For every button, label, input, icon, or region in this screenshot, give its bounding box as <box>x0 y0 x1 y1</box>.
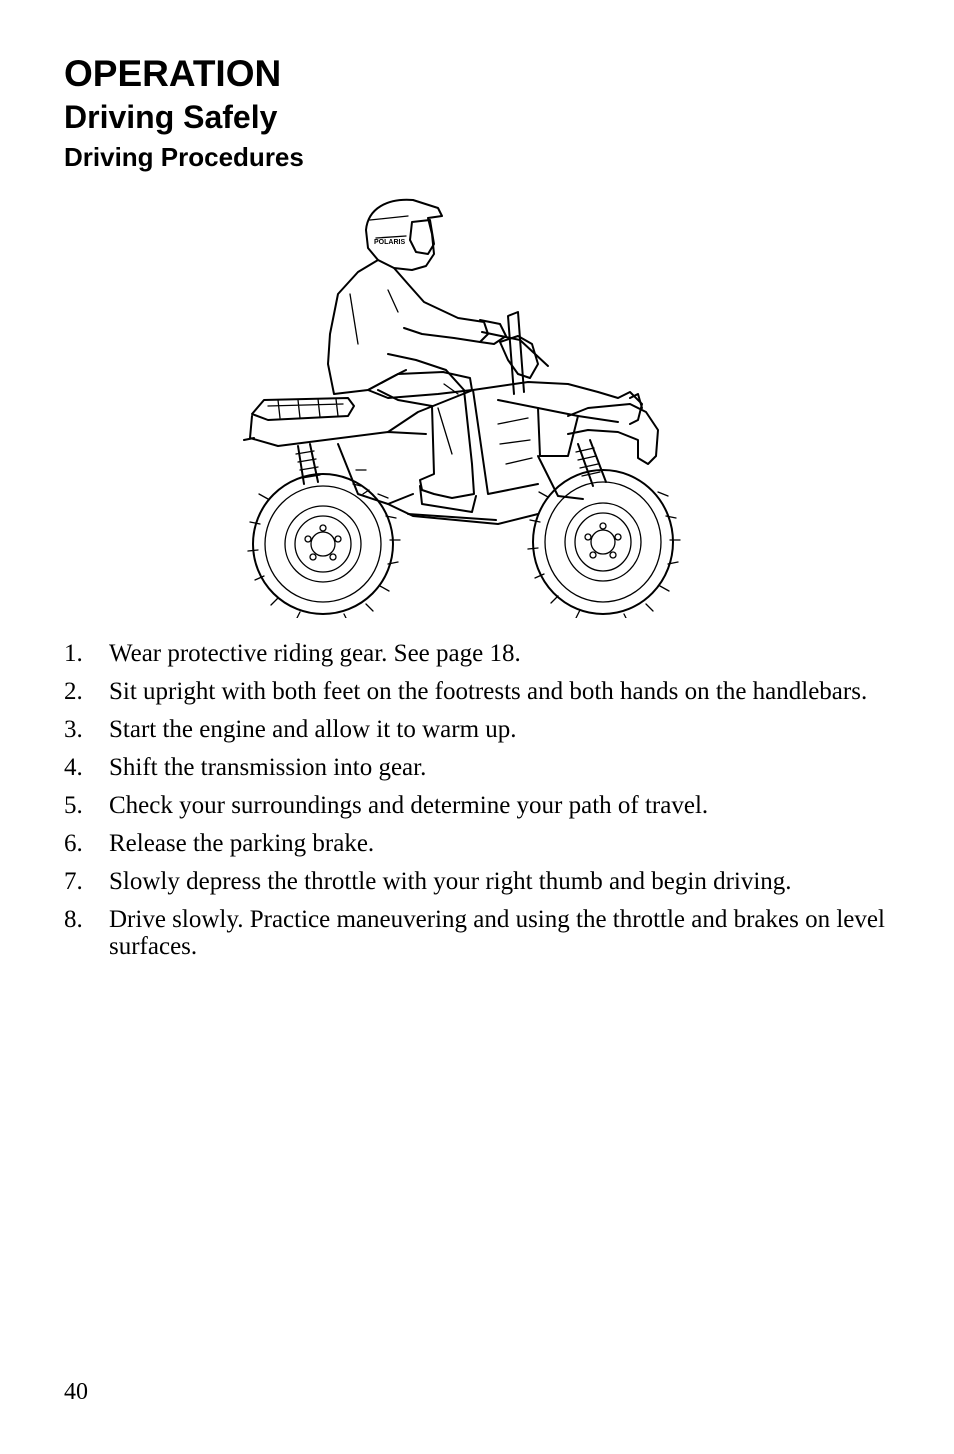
front-wheel <box>528 470 680 618</box>
list-item <box>64 678 894 705</box>
list-item <box>64 906 894 960</box>
step-text: Release the parking brake. <box>109 830 375 857</box>
step-number: 3. <box>64 716 83 743</box>
step-text: Start the engine and allow it to warm up. <box>109 716 517 743</box>
procedure-steps <box>64 640 894 971</box>
list-item <box>64 716 894 743</box>
step-number: 8. <box>64 906 83 933</box>
subsection-title: Driving Procedures <box>64 142 304 172</box>
rear-wheel <box>248 474 400 618</box>
step-text: Sit upright with both feet on the footrests and both hands on the handlebars. <box>109 678 868 705</box>
step-number: 1. <box>64 640 83 667</box>
step-text: Slowly depress the throttle with your right thumb and begin driving. <box>109 868 792 895</box>
step-number: 6. <box>64 830 83 857</box>
page-number: 40 <box>64 1379 88 1405</box>
atv-rider-drawing <box>238 194 684 618</box>
helmet-brand-text: POLARIS <box>374 239 406 246</box>
list-item <box>64 792 894 819</box>
list-item <box>64 868 894 895</box>
step-text: Wear protective riding gear. See page 18. <box>109 640 521 667</box>
step-text: Check your surroundings and determine your path of travel. <box>109 792 709 819</box>
list-item <box>64 754 894 781</box>
step-number: 5. <box>64 792 83 819</box>
atv-rider-illustration <box>238 194 684 618</box>
list-item <box>64 640 894 667</box>
list-item <box>64 830 894 857</box>
section-heading: OPERATION <box>64 53 282 94</box>
step-number: 4. <box>64 754 83 781</box>
step-number: 7. <box>64 868 83 895</box>
step-text: Shift the transmission into gear. <box>109 754 427 781</box>
page-title: Driving Safely <box>64 99 278 135</box>
step-number: 2. <box>64 678 83 705</box>
step-text: Drive slowly. Practice maneuvering and using the throttle and brakes on level surfaces. <box>109 906 885 960</box>
